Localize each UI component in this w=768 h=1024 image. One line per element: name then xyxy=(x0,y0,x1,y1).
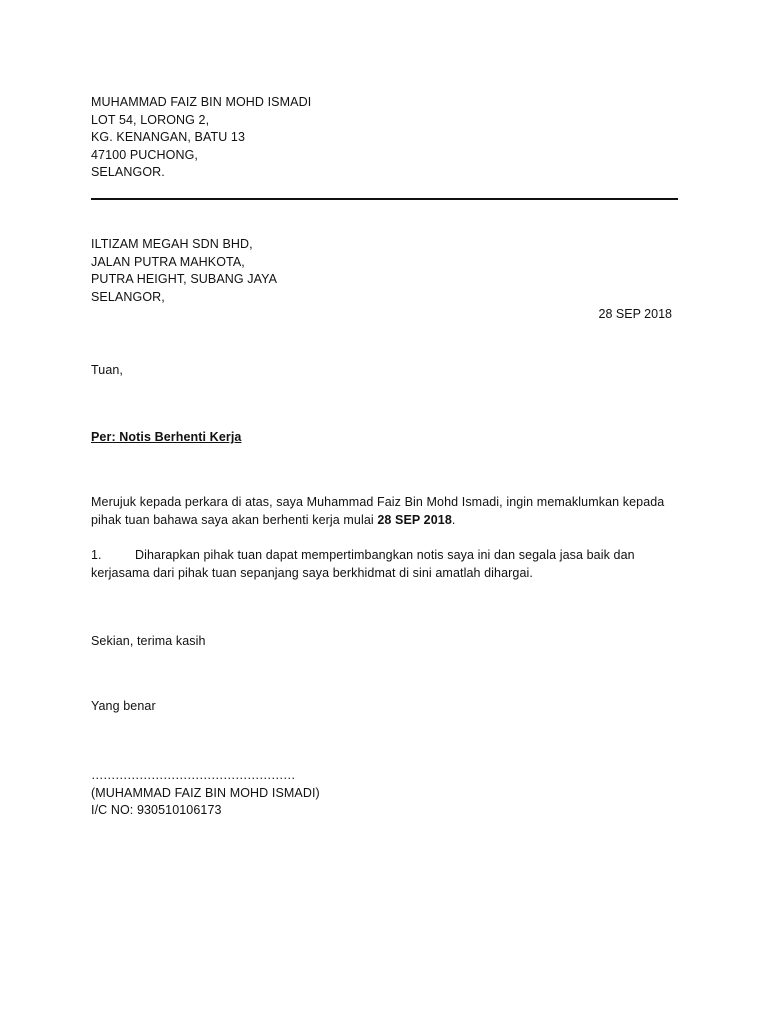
sender-address-line: 47100 PUCHONG, xyxy=(91,147,198,162)
subject-line: Per: Notis Berhenti Kerja xyxy=(91,430,242,444)
recipient-line: PUTRA HEIGHT, SUBANG JAYA xyxy=(91,272,278,287)
sender-address-line: LOT 54, LORONG 2, xyxy=(91,112,210,127)
body-line-end: . xyxy=(451,512,456,527)
valediction: Yang benar xyxy=(91,699,156,713)
body-line-text: pihak tuan bahawa saya akan berhenti kerja mulai xyxy=(91,512,378,527)
numbered-line xyxy=(91,547,691,565)
sender-address xyxy=(91,94,311,182)
signature-block xyxy=(91,767,320,820)
paragraph-number: 1. xyxy=(91,548,102,562)
closing: Sekian, terima kasih xyxy=(91,634,206,648)
numbered-line: kerjasama dari pihak tuan sepanjang saya berkhidmat di sini amatlah dihargai. xyxy=(91,565,533,580)
sender-address-line: SELANGOR. xyxy=(91,165,165,180)
recipient-line: ILTIZAM MEGAH SDN BHD, xyxy=(91,237,253,251)
signatory-name: (MUHAMMAD FAIZ BIN MOHD ISMADI) xyxy=(91,785,320,800)
notice-date: 28 SEP 2018 xyxy=(377,512,452,527)
recipient-address xyxy=(91,236,277,306)
signature-line: …………………………………………… xyxy=(91,768,295,782)
recipient-line: JALAN PUTRA MAHKOTA, xyxy=(91,254,245,269)
salutation: Tuan, xyxy=(91,363,124,377)
sender-name: MUHAMMAD FAIZ BIN MOHD ISMADI xyxy=(91,95,312,109)
numbered-text: Diharapkan pihak tuan dapat mempertimbangkan notis saya ini dan segala jasa baik dan xyxy=(135,548,635,562)
body-paragraph xyxy=(91,494,691,529)
sender-address-line: KG. KENANGAN, BATU 13 xyxy=(91,130,245,145)
header-divider xyxy=(91,198,678,200)
body-line xyxy=(91,512,691,530)
body-line: Merujuk kepada perkara di atas, saya Muhammad Faiz Bin Mohd Ismadi, ingin memaklumkan kepada xyxy=(91,495,665,509)
letter-date: 28 SEP 2018 xyxy=(598,307,672,321)
ic-number: I/C NO: 930510106173 xyxy=(91,803,222,818)
recipient-line: SELANGOR, xyxy=(91,289,165,304)
numbered-paragraph xyxy=(91,547,691,582)
